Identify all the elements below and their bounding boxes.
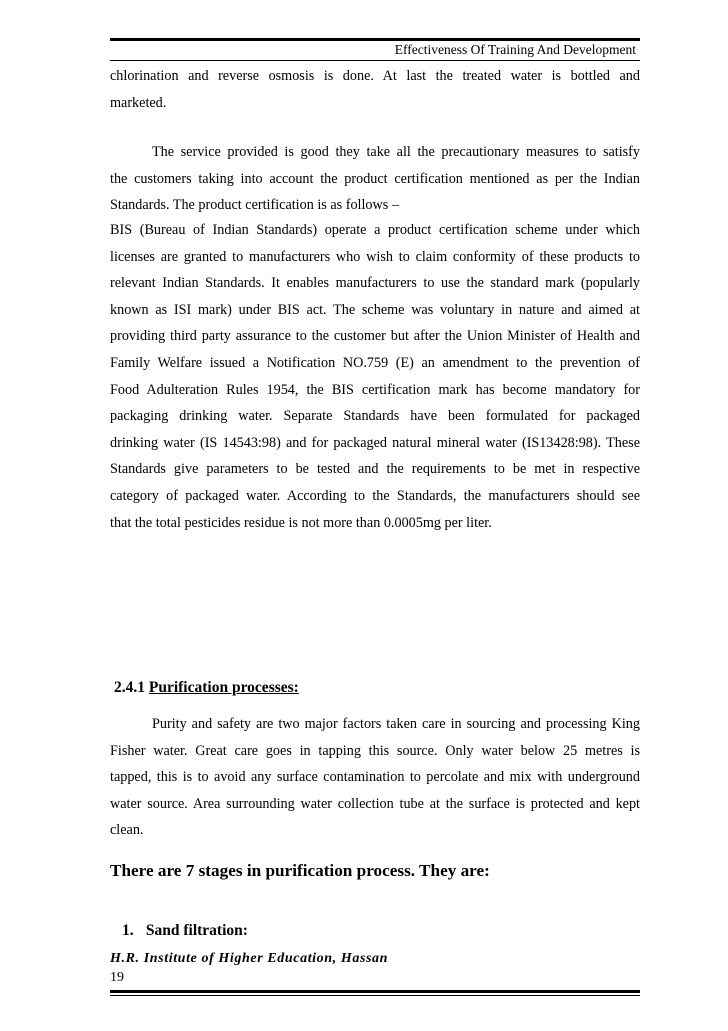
text-line: the customers taking into account the product certification mentioned as per the Indian: [110, 170, 640, 187]
text-line: providing third party assurance to the customer but after the Union Minister of Health and: [110, 328, 640, 345]
list-item: [122, 922, 248, 940]
text-line: relevant Indian Standards. It enables manufacturers to use the standard mark (popularly: [110, 275, 640, 292]
stages-heading: There are 7 stages in purification process. They are:: [110, 861, 490, 880]
paragraph-bis: [110, 217, 640, 536]
text-line: chlorination and reverse osmosis is done. At last the treated water is bottled and: [110, 68, 640, 84]
list-item-label: Sand filtration:: [145, 922, 248, 939]
text-line: that the total pesticides residue is not more than 0.0005mg per liter.: [110, 514, 492, 531]
text-line: known as ISI mark) under BIS act. The scheme was voluntary in nature and aimed at: [110, 301, 640, 318]
paragraph-continuation: [110, 63, 640, 116]
text-line: Standards give parameters to be tested and the requirements to be met in respective: [110, 461, 640, 478]
header-rule-thin: [110, 60, 640, 61]
text-line: Food Adulteration Rules 1954, the BIS certification mark has become mandatory for: [110, 381, 640, 398]
footer-rule-thin: [110, 995, 640, 996]
text-line: category of packaged water. According to the Standards, the manufacturers should see: [110, 487, 640, 504]
text-line: licenses are granted to manufacturers who wish to claim conformity of these products to: [110, 248, 640, 265]
paragraph-purity: [110, 711, 640, 844]
text-line: Standards. The product certification is as follows –: [110, 197, 399, 214]
text-line: marketed.: [110, 94, 167, 111]
text-line: packaging drinking water. Separate Standards have been formulated for packaged: [110, 408, 640, 425]
running-header-title: Effectiveness Of Training And Development: [394, 42, 636, 57]
section-title: Purification processes:: [148, 679, 299, 696]
text-line: water source. Area surrounding water collection tube at the surface is protected and kept: [110, 795, 640, 812]
text-line: Purity and safety are two major factors taken care in sourcing and processing King: [152, 716, 640, 732]
list-item-number: 1.: [122, 922, 134, 939]
section-heading: [114, 679, 299, 697]
section-number: 2.4.1: [114, 679, 145, 696]
text-line: Family Welfare issued a Notification NO.759 (E) an amendment to the prevention of: [110, 354, 640, 371]
text-line: The service provided is good they take all the precautionary measures to satisfy: [152, 144, 640, 160]
text-line: Fisher water. Great care goes in tapping this source. Only water below 25 metres is: [110, 742, 640, 759]
text-line: drinking water (IS 14543:98) and for packaged natural mineral water (IS13428:98). These: [110, 434, 640, 451]
text-line: tapped, this is to avoid any surface contamination to percolate and mix with underground: [110, 769, 640, 786]
paragraph-service: [110, 139, 640, 219]
text-line: clean.: [110, 822, 144, 839]
page-number: 19: [110, 970, 124, 985]
header-rule-thick: [110, 38, 640, 41]
footer-institute: H.R. Institute of Higher Education, Hassan: [110, 951, 389, 966]
footer-rule-thick: [110, 990, 640, 993]
text-line: BIS (Bureau of Indian Standards) operate a product certification scheme under which: [110, 222, 640, 238]
